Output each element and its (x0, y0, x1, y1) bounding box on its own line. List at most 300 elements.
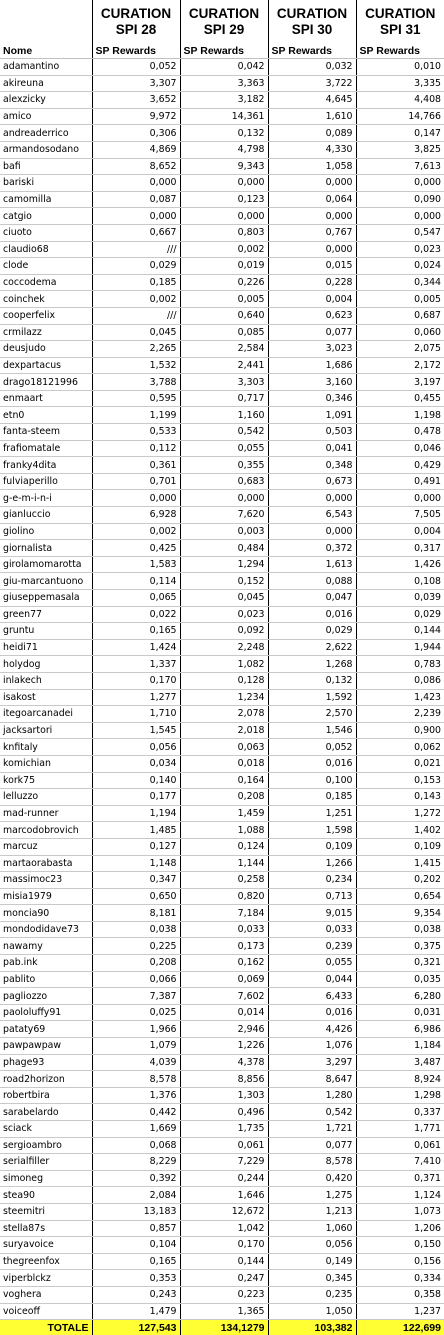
reward-spi31-cell: 0,031 (356, 1004, 444, 1021)
reward-spi31-cell: 0,147 (356, 125, 444, 142)
reward-spi30-cell: 0,503 (268, 424, 356, 441)
reward-spi30-cell: 1,251 (268, 805, 356, 822)
column-header-row (0, 43, 444, 59)
reward-spi29-cell: 0,226 (180, 274, 268, 291)
user-name-cell: g-e-m-i-n-i (0, 490, 92, 507)
reward-spi30-cell: 3,160 (268, 374, 356, 391)
reward-spi29-cell: 2,018 (180, 722, 268, 739)
reward-spi28-cell: 8,578 (92, 1071, 180, 1088)
reward-spi31-cell: 3,197 (356, 374, 444, 391)
reward-spi28-cell: 1,337 (92, 656, 180, 673)
user-name-cell: frafiomatale (0, 440, 92, 457)
table-row (0, 424, 444, 441)
name-column-header: Nome (0, 43, 92, 59)
table-row (0, 855, 444, 872)
table-row (0, 125, 444, 142)
table-row (0, 1154, 444, 1171)
reward-spi28-cell: 0,306 (92, 125, 180, 142)
reward-spi30-cell: 0,109 (268, 838, 356, 855)
user-name-cell: camomilla (0, 191, 92, 208)
reward-spi28-cell: 0,112 (92, 440, 180, 457)
table-row (0, 1203, 444, 1220)
reward-spi31-cell: 0,109 (356, 838, 444, 855)
reward-spi29-cell: 7,620 (180, 507, 268, 524)
user-name-cell: gianluccio (0, 507, 92, 524)
reward-spi29-cell: 0,061 (180, 1137, 268, 1154)
user-name-cell: pablito (0, 971, 92, 988)
user-name-cell: steemitri (0, 1203, 92, 1220)
user-name-cell: martaorabasta (0, 855, 92, 872)
reward-spi30-cell: 0,346 (268, 390, 356, 407)
reward-spi29-cell: 0,003 (180, 523, 268, 540)
user-name-cell: marcodobrovich (0, 822, 92, 839)
user-name-cell: dexpartacus (0, 357, 92, 374)
user-name-cell: stella87s (0, 1220, 92, 1237)
reward-spi28-cell: 0,667 (92, 224, 180, 241)
reward-spi30-cell: 1,076 (268, 1038, 356, 1055)
reward-spi31-cell: 0,375 (356, 938, 444, 955)
table-row (0, 1038, 444, 1055)
reward-spi28-cell: 8,652 (92, 158, 180, 175)
reward-spi29-cell: 0,164 (180, 772, 268, 789)
reward-spi31-cell: 7,613 (356, 158, 444, 175)
reward-spi31-cell: 0,046 (356, 440, 444, 457)
reward-spi28-cell: 0,038 (92, 921, 180, 938)
reward-spi29-cell: 0,055 (180, 440, 268, 457)
reward-spi28-cell: 8,181 (92, 905, 180, 922)
reward-spi31-cell: 0,429 (356, 457, 444, 474)
reward-spi29-cell: 0,033 (180, 921, 268, 938)
reward-spi29-cell: 0,092 (180, 623, 268, 640)
user-name-cell: enmaart (0, 390, 92, 407)
reward-spi29-cell: 2,441 (180, 357, 268, 374)
table-row (0, 971, 444, 988)
reward-spi30-cell: 0,052 (268, 739, 356, 756)
user-name-cell: crmilazz (0, 324, 92, 341)
reward-spi28-cell: 0,361 (92, 457, 180, 474)
table-row (0, 175, 444, 192)
reward-spi29-cell: 3,303 (180, 374, 268, 391)
table-row (0, 1004, 444, 1021)
table-row (0, 639, 444, 656)
reward-spi29-cell: 12,672 (180, 1203, 268, 1220)
reward-spi30-cell: 0,000 (268, 490, 356, 507)
reward-spi29-cell: 3,363 (180, 75, 268, 92)
reward-spi30-cell: 0,064 (268, 191, 356, 208)
reward-spi28-cell: 0,442 (92, 1104, 180, 1121)
user-name-cell: isakost (0, 689, 92, 706)
table-row (0, 590, 444, 607)
reward-spi30-cell: 0,004 (268, 291, 356, 308)
user-name-cell: sciack (0, 1121, 92, 1138)
rewards-column-header: SP Rewards (92, 43, 180, 59)
user-name-cell: itegoarcanadei (0, 706, 92, 723)
reward-spi30-cell: 0,345 (268, 1270, 356, 1287)
reward-spi31-cell: 0,687 (356, 307, 444, 324)
table-row (0, 1237, 444, 1254)
reward-spi29-cell: 0,063 (180, 739, 268, 756)
reward-spi31-cell: 0,455 (356, 390, 444, 407)
user-name-cell: giu-marcantuono (0, 573, 92, 590)
reward-spi29-cell: 0,014 (180, 1004, 268, 1021)
reward-spi28-cell: 0,068 (92, 1137, 180, 1154)
reward-spi31-cell: 1,237 (356, 1303, 444, 1320)
reward-spi29-cell: 8,856 (180, 1071, 268, 1088)
user-name-cell: voghera (0, 1286, 92, 1303)
reward-spi31-cell: 0,062 (356, 739, 444, 756)
period-header-spi28: CURATION SPI 28 (92, 0, 180, 43)
reward-spi30-cell: 0,767 (268, 224, 356, 241)
reward-spi29-cell: 1,294 (180, 556, 268, 573)
user-name-cell: simoneg (0, 1170, 92, 1187)
reward-spi30-cell: 0,015 (268, 258, 356, 275)
user-name-cell: bafi (0, 158, 92, 175)
reward-spi30-cell: 0,000 (268, 241, 356, 258)
period-header-spi29: CURATION SPI 29 (180, 0, 268, 43)
reward-spi31-cell: 7,410 (356, 1154, 444, 1171)
reward-spi29-cell: 0,208 (180, 789, 268, 806)
reward-spi31-cell: 0,153 (356, 772, 444, 789)
reward-spi29-cell: 0,496 (180, 1104, 268, 1121)
table-row (0, 1137, 444, 1154)
reward-spi29-cell: 7,229 (180, 1154, 268, 1171)
reward-spi31-cell: 0,547 (356, 224, 444, 241)
reward-spi30-cell: 2,622 (268, 639, 356, 656)
reward-spi31-cell: 1,426 (356, 556, 444, 573)
reward-spi29-cell: 1,459 (180, 805, 268, 822)
reward-spi31-cell: 0,061 (356, 1137, 444, 1154)
reward-spi30-cell: 4,645 (268, 92, 356, 109)
table-row (0, 573, 444, 590)
reward-spi28-cell: 0,533 (92, 424, 180, 441)
reward-spi31-cell: 0,371 (356, 1170, 444, 1187)
user-name-cell: bariski (0, 175, 92, 192)
reward-spi29-cell: 0,000 (180, 208, 268, 225)
reward-spi31-cell: 0,334 (356, 1270, 444, 1287)
reward-spi31-cell: 0,900 (356, 722, 444, 739)
user-name-cell: road2horizon (0, 1071, 92, 1088)
table-row (0, 108, 444, 125)
user-name-cell: pawpawpaw (0, 1038, 92, 1055)
table-row (0, 689, 444, 706)
reward-spi30-cell: 0,234 (268, 872, 356, 889)
user-name-cell: fanta-steem (0, 424, 92, 441)
reward-spi31-cell: 0,004 (356, 523, 444, 540)
reward-spi29-cell: 2,248 (180, 639, 268, 656)
table-row (0, 274, 444, 291)
reward-spi30-cell: 0,228 (268, 274, 356, 291)
reward-spi31-cell: 0,038 (356, 921, 444, 938)
reward-spi29-cell: 2,078 (180, 706, 268, 723)
reward-spi31-cell: 0,344 (356, 274, 444, 291)
reward-spi29-cell: 2,946 (180, 1021, 268, 1038)
table-row (0, 324, 444, 341)
user-name-cell: adamantino (0, 59, 92, 76)
reward-spi30-cell: 4,426 (268, 1021, 356, 1038)
table-row (0, 888, 444, 905)
user-name-cell: claudio68 (0, 241, 92, 258)
table-row (0, 838, 444, 855)
reward-spi31-cell: 0,491 (356, 473, 444, 490)
reward-spi28-cell: 1,545 (92, 722, 180, 739)
table-row (0, 805, 444, 822)
table-row (0, 772, 444, 789)
table-row (0, 307, 444, 324)
table-row (0, 241, 444, 258)
total-spi30: 103,382 (268, 1320, 356, 1335)
reward-spi29-cell: 0,000 (180, 490, 268, 507)
reward-spi31-cell: 0,478 (356, 424, 444, 441)
table-row (0, 59, 444, 76)
user-name-cell: drago18121996 (0, 374, 92, 391)
reward-spi29-cell: 1,144 (180, 855, 268, 872)
reward-spi30-cell: 0,185 (268, 789, 356, 806)
reward-spi30-cell: 1,058 (268, 158, 356, 175)
reward-spi30-cell: 6,433 (268, 988, 356, 1005)
table-row (0, 440, 444, 457)
reward-spi30-cell: 0,047 (268, 590, 356, 607)
reward-spi31-cell: 0,317 (356, 540, 444, 557)
reward-spi29-cell: 9,343 (180, 158, 268, 175)
reward-spi28-cell: 9,972 (92, 108, 180, 125)
reward-spi31-cell: 14,766 (356, 108, 444, 125)
reward-spi29-cell: 1,226 (180, 1038, 268, 1055)
reward-spi31-cell: 0,000 (356, 490, 444, 507)
reward-spi31-cell: 0,321 (356, 955, 444, 972)
totals-row (0, 1320, 444, 1335)
reward-spi30-cell: 1,213 (268, 1203, 356, 1220)
user-name-cell: voiceoff (0, 1303, 92, 1320)
reward-spi28-cell: 1,966 (92, 1021, 180, 1038)
reward-spi31-cell: 1,184 (356, 1038, 444, 1055)
reward-spi31-cell: 3,487 (356, 1054, 444, 1071)
reward-spi30-cell: 0,088 (268, 573, 356, 590)
reward-spi31-cell: 0,000 (356, 208, 444, 225)
table-row (0, 490, 444, 507)
reward-spi30-cell: 0,372 (268, 540, 356, 557)
user-name-cell: etn0 (0, 407, 92, 424)
reward-spi28-cell: 6,928 (92, 507, 180, 524)
reward-spi29-cell: 0,019 (180, 258, 268, 275)
table-row (0, 1071, 444, 1088)
reward-spi28-cell: 0,650 (92, 888, 180, 905)
user-name-cell: andreaderrico (0, 125, 92, 142)
reward-spi30-cell: 1,280 (268, 1087, 356, 1104)
reward-spi31-cell: 0,024 (356, 258, 444, 275)
table-row (0, 473, 444, 490)
reward-spi29-cell: 2,584 (180, 341, 268, 358)
total-spi29: 134,1279 (180, 1320, 268, 1335)
table-row (0, 1054, 444, 1071)
reward-spi28-cell: 0,000 (92, 175, 180, 192)
table-row (0, 291, 444, 308)
reward-spi30-cell: 1,050 (268, 1303, 356, 1320)
reward-spi29-cell: 0,042 (180, 59, 268, 76)
user-name-cell: komichian (0, 755, 92, 772)
table-row (0, 208, 444, 225)
reward-spi31-cell: 1,206 (356, 1220, 444, 1237)
reward-spi28-cell: 1,424 (92, 639, 180, 656)
table-row (0, 1121, 444, 1138)
reward-spi28-cell: 0,347 (92, 872, 180, 889)
reward-spi30-cell: 1,091 (268, 407, 356, 424)
reward-spi29-cell: 4,378 (180, 1054, 268, 1071)
period-header-spi31: CURATION SPI 31 (356, 0, 444, 43)
reward-spi30-cell: 0,041 (268, 440, 356, 457)
reward-spi28-cell: 1,194 (92, 805, 180, 822)
user-name-cell: holydog (0, 656, 92, 673)
reward-spi28-cell: 0,701 (92, 473, 180, 490)
reward-spi28-cell: 1,199 (92, 407, 180, 424)
user-name-cell: kork75 (0, 772, 92, 789)
reward-spi30-cell: 0,089 (268, 125, 356, 142)
table-row (0, 905, 444, 922)
reward-spi31-cell: 7,505 (356, 507, 444, 524)
reward-spi30-cell: 1,060 (268, 1220, 356, 1237)
reward-spi31-cell: 8,924 (356, 1071, 444, 1088)
user-name-cell: deusjudo (0, 341, 92, 358)
reward-spi30-cell: 0,016 (268, 1004, 356, 1021)
user-name-cell: armandosodano (0, 141, 92, 158)
table-row (0, 1104, 444, 1121)
user-name-cell: coinchek (0, 291, 92, 308)
reward-spi30-cell: 1,592 (268, 689, 356, 706)
reward-spi29-cell: 0,803 (180, 224, 268, 241)
reward-spi28-cell: 3,652 (92, 92, 180, 109)
user-name-cell: amico (0, 108, 92, 125)
reward-spi31-cell: 1,272 (356, 805, 444, 822)
reward-spi30-cell: 1,598 (268, 822, 356, 839)
reward-spi28-cell: 0,066 (92, 971, 180, 988)
reward-spi28-cell: 0,392 (92, 1170, 180, 1187)
table-row (0, 158, 444, 175)
reward-spi30-cell: 0,029 (268, 623, 356, 640)
reward-spi31-cell: 4,408 (356, 92, 444, 109)
reward-spi29-cell: 1,088 (180, 822, 268, 839)
table-row (0, 457, 444, 474)
reward-spi30-cell: 0,033 (268, 921, 356, 938)
reward-spi31-cell: 0,337 (356, 1104, 444, 1121)
user-name-cell: jacksartori (0, 722, 92, 739)
reward-spi28-cell: 0,165 (92, 623, 180, 640)
reward-spi29-cell: 7,602 (180, 988, 268, 1005)
reward-spi28-cell: 2,084 (92, 1187, 180, 1204)
table-row (0, 341, 444, 358)
reward-spi31-cell: 1,124 (356, 1187, 444, 1204)
reward-spi29-cell: 0,005 (180, 291, 268, 308)
table-row (0, 523, 444, 540)
reward-spi29-cell: 0,640 (180, 307, 268, 324)
table-row (0, 92, 444, 109)
reward-spi29-cell: 0,085 (180, 324, 268, 341)
reward-spi28-cell: 0,185 (92, 274, 180, 291)
table-row (0, 374, 444, 391)
table-row (0, 921, 444, 938)
reward-spi28-cell: 1,583 (92, 556, 180, 573)
user-name-cell: sergioambro (0, 1137, 92, 1154)
user-name-cell: catgio (0, 208, 92, 225)
reward-spi30-cell: 0,713 (268, 888, 356, 905)
reward-spi31-cell: 2,172 (356, 357, 444, 374)
table-row (0, 224, 444, 241)
table-row (0, 507, 444, 524)
reward-spi31-cell: 1,415 (356, 855, 444, 872)
table-row (0, 955, 444, 972)
reward-spi30-cell: 1,613 (268, 556, 356, 573)
reward-spi29-cell: 14,361 (180, 108, 268, 125)
reward-spi31-cell: 0,086 (356, 672, 444, 689)
reward-spi28-cell: 0,025 (92, 1004, 180, 1021)
table-row (0, 1021, 444, 1038)
reward-spi28-cell: 0,002 (92, 291, 180, 308)
table-row (0, 1303, 444, 1320)
reward-spi30-cell: 1,610 (268, 108, 356, 125)
reward-spi29-cell: 0,542 (180, 424, 268, 441)
reward-spi28-cell: 0,029 (92, 258, 180, 275)
reward-spi30-cell: 0,348 (268, 457, 356, 474)
reward-spi30-cell: 0,044 (268, 971, 356, 988)
reward-spi31-cell: 0,023 (356, 241, 444, 258)
user-name-cell: misia1979 (0, 888, 92, 905)
reward-spi31-cell: 6,280 (356, 988, 444, 1005)
user-name-cell: phage93 (0, 1054, 92, 1071)
reward-spi28-cell: 1,376 (92, 1087, 180, 1104)
table-row (0, 141, 444, 158)
reward-spi31-cell: 0,000 (356, 175, 444, 192)
table-row (0, 1270, 444, 1287)
reward-spi28-cell: 4,039 (92, 1054, 180, 1071)
reward-spi28-cell: 7,387 (92, 988, 180, 1005)
table-row (0, 540, 444, 557)
total-spi28: 127,543 (92, 1320, 180, 1335)
user-name-cell: giolino (0, 523, 92, 540)
total-spi31: 122,699 (356, 1320, 444, 1335)
header-corner (0, 0, 92, 43)
reward-spi30-cell: 0,055 (268, 955, 356, 972)
reward-spi28-cell: 8,229 (92, 1154, 180, 1171)
reward-spi29-cell: 0,144 (180, 1253, 268, 1270)
reward-spi31-cell: 0,090 (356, 191, 444, 208)
reward-spi30-cell: 0,149 (268, 1253, 356, 1270)
reward-spi28-cell: 2,265 (92, 341, 180, 358)
user-name-cell: giuseppemasala (0, 590, 92, 607)
user-name-cell: stea90 (0, 1187, 92, 1204)
reward-spi28-cell: 1,669 (92, 1121, 180, 1138)
reward-spi28-cell: /// (92, 241, 180, 258)
reward-spi30-cell: 1,546 (268, 722, 356, 739)
reward-spi30-cell: 0,623 (268, 307, 356, 324)
reward-spi28-cell: 1,479 (92, 1303, 180, 1320)
reward-spi31-cell: 0,021 (356, 755, 444, 772)
reward-spi29-cell: 1,160 (180, 407, 268, 424)
user-name-cell: pataty69 (0, 1021, 92, 1038)
reward-spi30-cell: 8,578 (268, 1154, 356, 1171)
user-name-cell: franky4dita (0, 457, 92, 474)
reward-spi29-cell: 0,152 (180, 573, 268, 590)
table-row (0, 722, 444, 739)
table-row (0, 75, 444, 92)
reward-spi29-cell: 0,355 (180, 457, 268, 474)
reward-spi29-cell: 0,000 (180, 175, 268, 192)
table-row (0, 1253, 444, 1270)
reward-spi29-cell: 1,646 (180, 1187, 268, 1204)
reward-spi30-cell: 1,686 (268, 357, 356, 374)
user-name-cell: green77 (0, 606, 92, 623)
table-row (0, 739, 444, 756)
table-row (0, 556, 444, 573)
reward-spi30-cell: 0,000 (268, 208, 356, 225)
user-name-cell: viperblckz (0, 1270, 92, 1287)
